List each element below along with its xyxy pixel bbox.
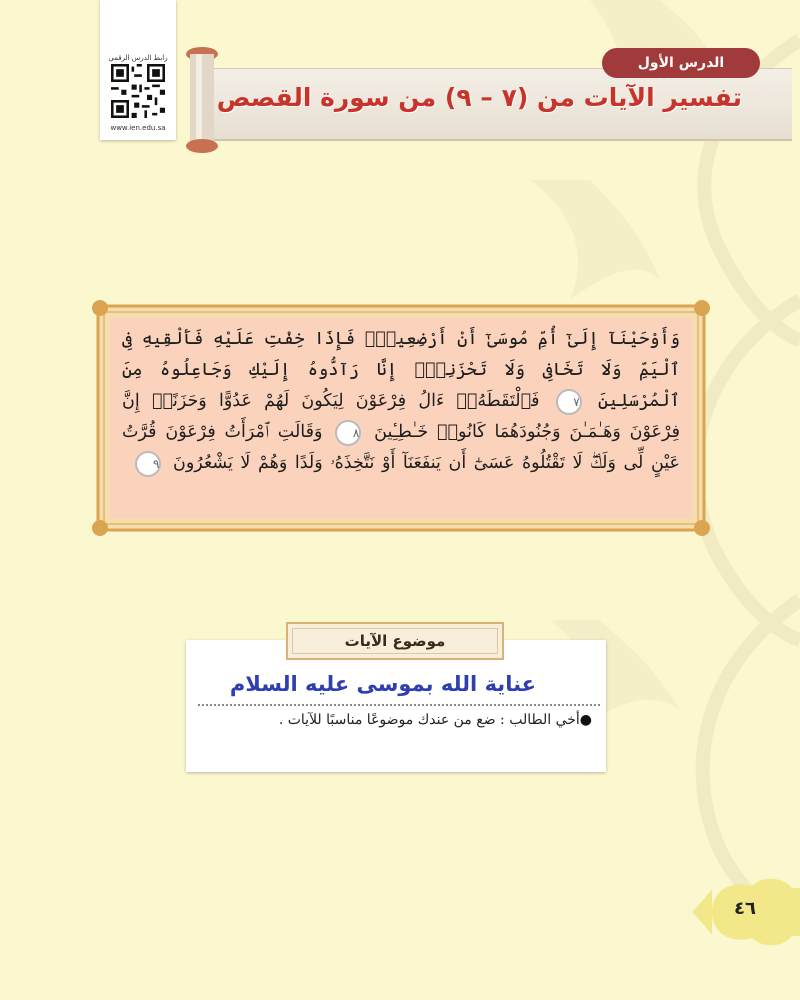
verse-number-9: ٩ [135, 451, 161, 477]
verse-8: فَٱلْتَقَطَهُۥٓ ءَالُ فِرْعَوْنَ لِيَكُونَ لَهُمْ عَدُوًّا وَحَزَنًاۗ إِنَّ فِرْعَوْنَ وَهَـٰمَـٰنَ وَجُنُودَهُمَا كَانُوا۟ خَـٰطِـِٔينَ [122, 391, 680, 442]
verse-9: وَقَالَتِ ٱمْرَأَتُ فِرْعَوْنَ قُرَّتُ عَيْنٍ لِّى وَلَكَۖ لَا تَقْتُلُوهُ عَسَىٰٓ أَن يَنفَعَنَآ أَوْ نَتَّخِذَهُۥ وَلَدًا وَهُمْ لَا يَشْعُرُونَ [122, 422, 680, 473]
qr-code-icon[interactable] [111, 64, 165, 118]
lesson-title: تفسير الآيات من (٧ – ٩) من سورة القصص [216, 83, 742, 112]
qr-label: رابط الدرس الرقمي [108, 54, 168, 62]
verse-number-8: ٨ [335, 420, 361, 446]
topic-text: عناية الله بموسى عليه السلام [229, 672, 536, 696]
verse-frame [92, 300, 710, 536]
verse-7: وَأَوْحَيْنَآ إِلَىٰٓ أُمِّ مُوسَىٰٓ أَنْ أَرْضِعِيهِۖ فَإِذَا خِفْتِ عَلَيْهِ فَأَلْقِيهِ فِى ٱلْيَمِّ وَلَا تَخَافِى وَلَا تَحْزَنِىٓۖ إِنَّا رَآدُّوهُ إِلَيْكِ وَجَاعِلُوهُ مِنَ ٱلْمُرْسَلِينَ [122, 329, 680, 411]
qr-url[interactable]: www.ien.edu.sa [110, 124, 166, 132]
instruction [279, 712, 592, 728]
qr-card[interactable] [100, 0, 176, 140]
page-number: ٤٦ [734, 898, 756, 919]
quran-verses [122, 324, 680, 479]
verse-number-7: ٧ [556, 389, 582, 415]
scroll-roll-icon [184, 46, 220, 154]
dotted-answer-line [198, 704, 600, 706]
topic-heading-tag [286, 622, 504, 660]
lesson-tab: الدرس الأول [602, 48, 760, 78]
instruction-text: أخي الطالب : ضع من عندك موضوعًا مناسبًا للآيات . [278, 712, 580, 728]
title-banner [200, 68, 792, 141]
topic-heading: موضوع الآيات [292, 628, 498, 654]
bullet-icon: ● [579, 712, 592, 728]
